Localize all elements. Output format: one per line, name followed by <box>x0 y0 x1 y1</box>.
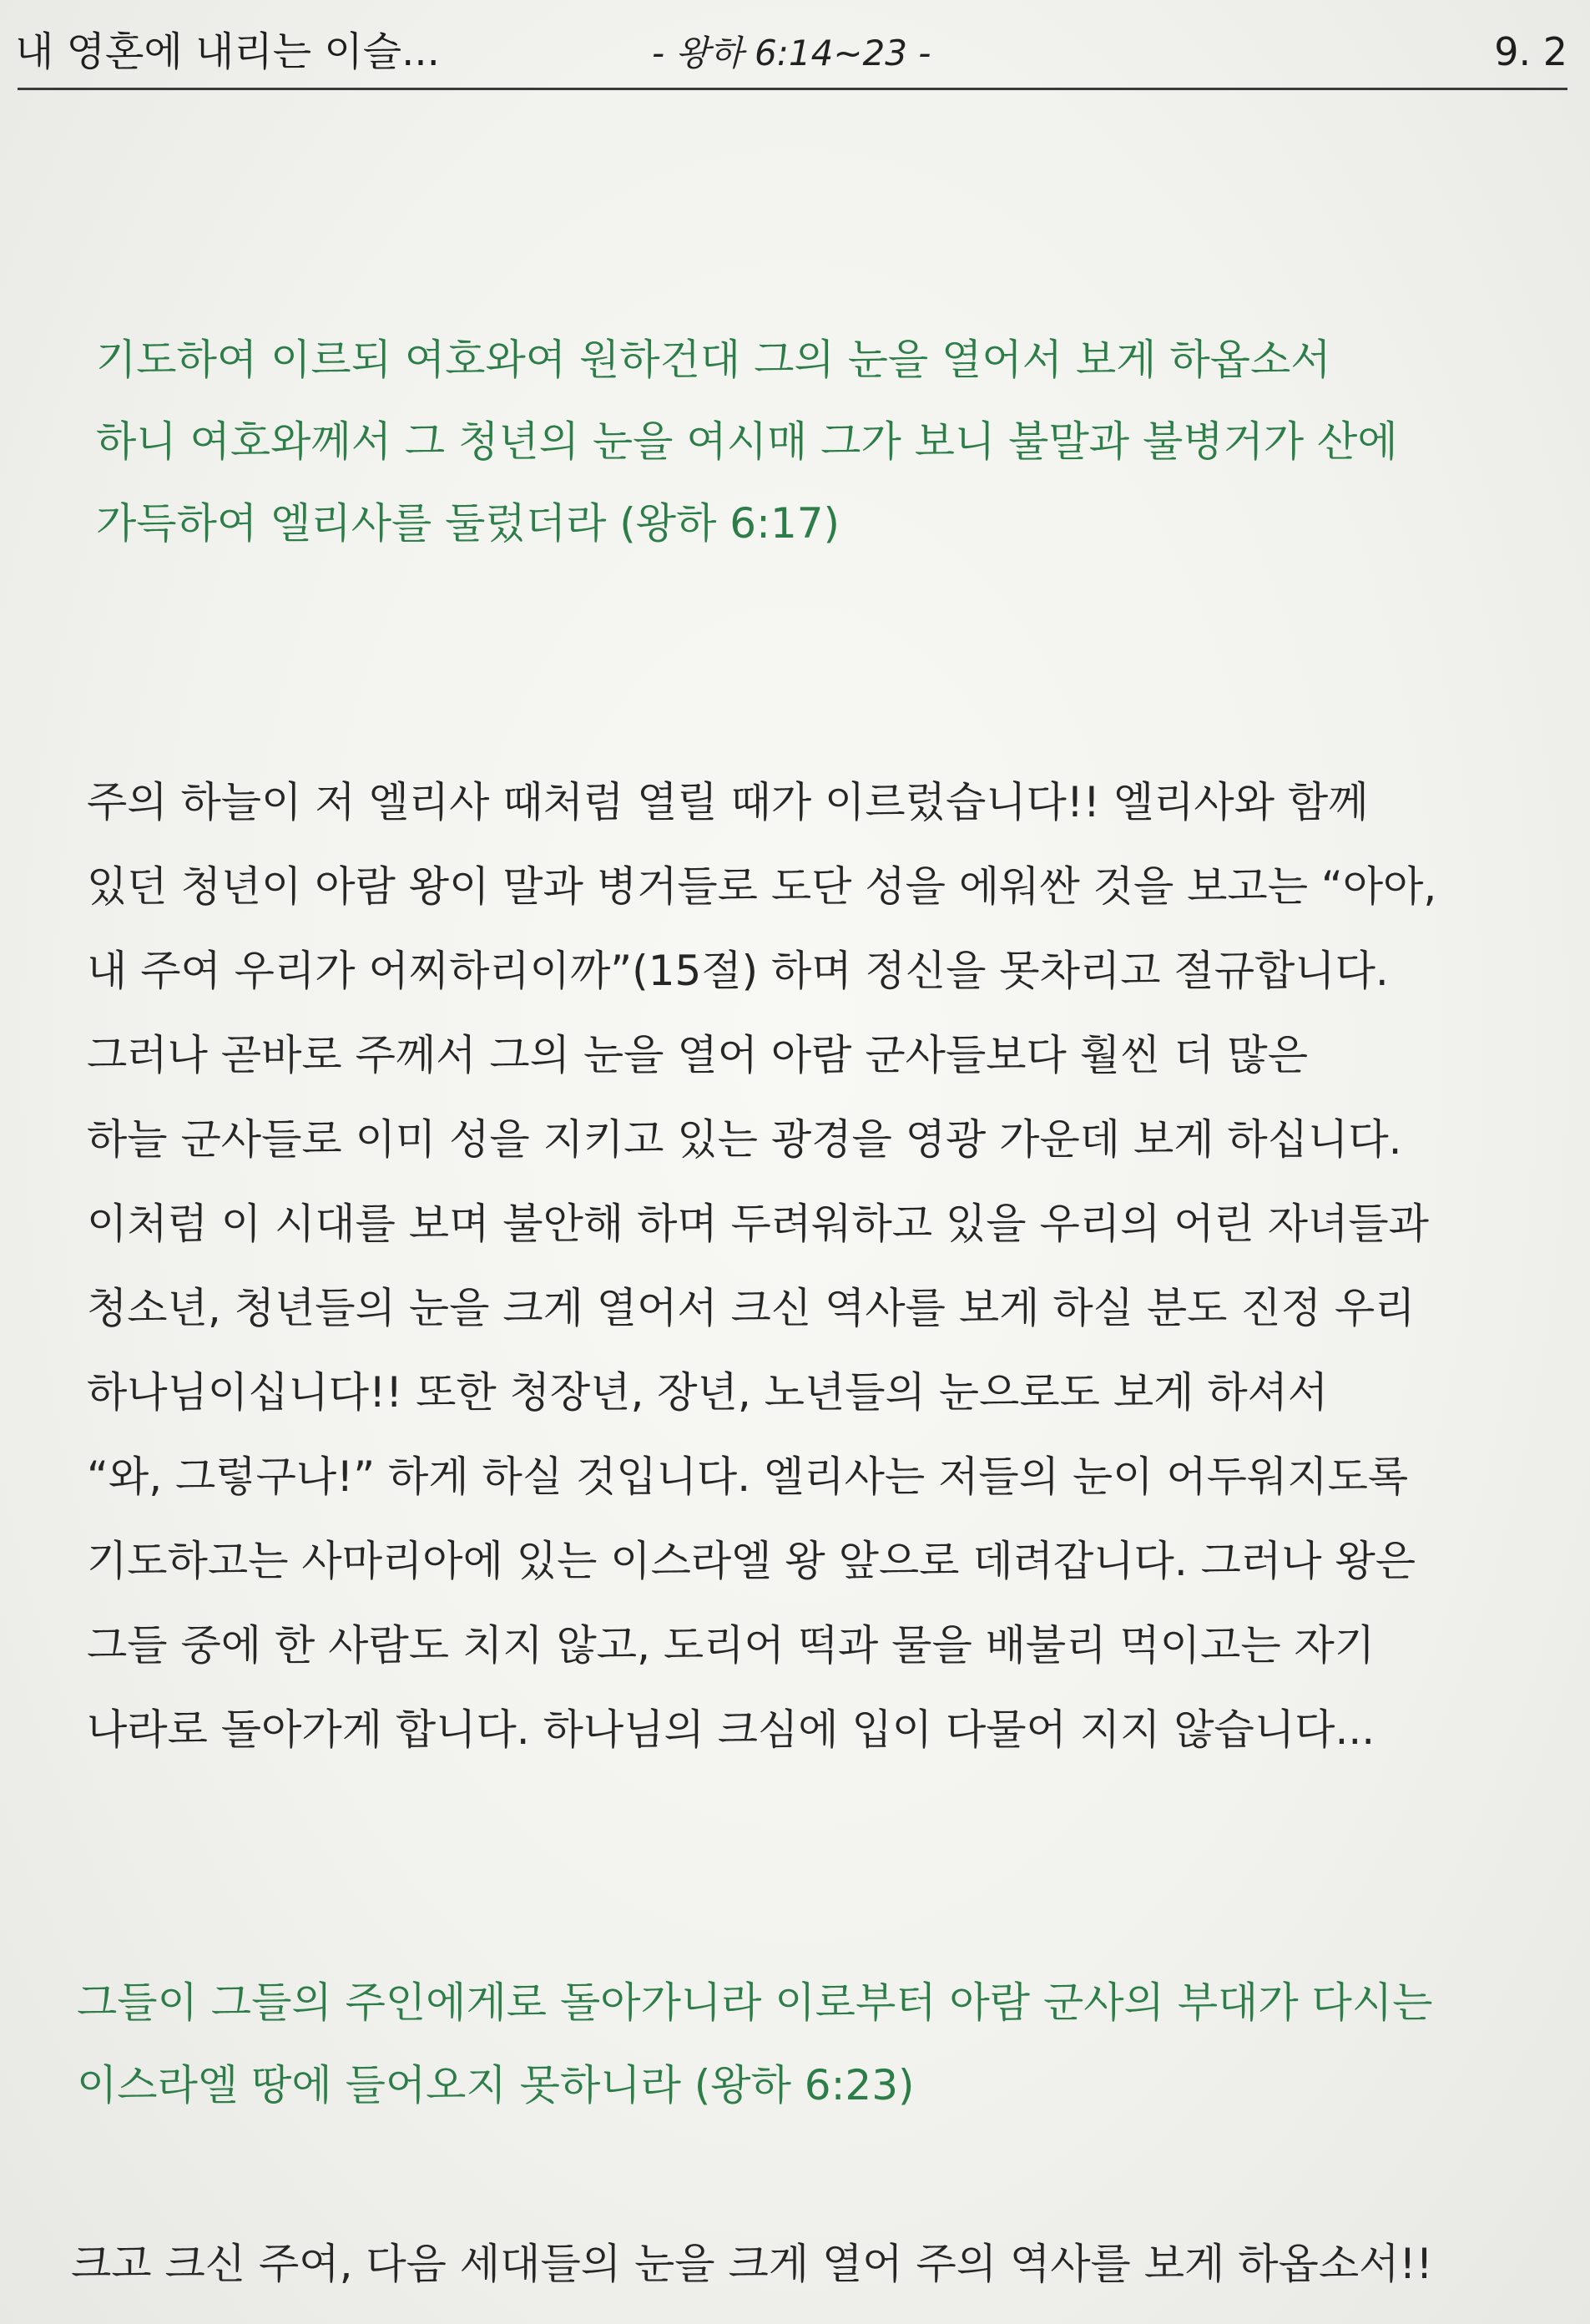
verse-bottom-line-1: 그들이 그들의 주인에게로 돌아가니라 이로부터 아람 군사의 부대가 다시는 <box>77 1978 1433 2027</box>
verse-block-bottom <box>77 1962 1432 2127</box>
meditation-line-11: 그들 중에 한 사람도 치지 않고, 도리어 떡과 물을 배불리 먹이고는 자기 <box>87 1621 1375 1670</box>
meditation-line-3: 내 주여 우리가 어찌하리이까”(15절) 하며 정신을 못차리고 절규합니다. <box>87 947 1389 995</box>
meditation-line-5: 하늘 군사들로 이미 성을 지키고 있는 광경을 영광 가운데 보게 하십니다. <box>87 1115 1402 1164</box>
meditation-line-1: 주의 하늘이 저 엘리사 때처럼 열릴 때가 이르렀습니다!! 엘리사와 함께 <box>87 778 1369 826</box>
scripture-reference: - 왕하 6:14~23 - <box>652 33 931 73</box>
meditation-line-10: 기도하고는 사마리아에 있는 이스라엘 왕 앞으로 데려갑니다. 그러나 왕은 <box>87 1537 1416 1585</box>
meditation-line-6: 이처럼 이 시대를 보며 불안해 하며 두려워하고 있을 우리의 어린 자녀들과 <box>87 1200 1429 1248</box>
verse-top-line-1: 기도하여 이르되 여호와여 원하건대 그의 눈을 열어서 보게 하옵소서 <box>96 336 1331 384</box>
verse-top-line-3: 가득하여 엘리사를 둘렀더라 (왕하 6:17) <box>96 499 840 548</box>
meditation-line-4: 그러나 곧바로 주께서 그의 눈을 열어 아람 군사들보다 훨씬 더 많은 <box>87 1031 1309 1079</box>
meditation-line-2: 있던 청년이 아람 왕이 말과 병거들로 도단 성을 에워싼 것을 보고는 “아아, <box>87 862 1437 911</box>
header-title: 내 영혼에 내리는 이슬... <box>15 28 440 75</box>
verse-bottom-line-2: 이스라엘 땅에 들어오지 못하니라 (왕하 6:23) <box>77 2061 915 2109</box>
verse-block-top <box>96 319 1398 564</box>
verse-top-line-2: 하니 여호와께서 그 청년의 눈을 여시매 그가 보니 불말과 불병거가 산에 <box>96 417 1398 466</box>
page-date: 9. 2 <box>1494 29 1567 74</box>
meditation-line-8: 하나님이십니다!! 또한 청장년, 장년, 노년들의 눈으로도 보게 하셔서 <box>87 1368 1329 1417</box>
meditation-line-12: 나라로 돌아가게 합니다. 하나님의 크심에 입이 다물어 지지 않습니다... <box>87 1705 1375 1754</box>
header-divider <box>18 88 1567 90</box>
meditation-line-9: “와, 그렇구나!” 하게 하실 것입니다. 엘리사는 저들의 눈이 어두워지도록 <box>87 1452 1409 1501</box>
meditation-block <box>87 760 1436 1772</box>
prayer-line: 크고 크신 주여, 다음 세대들의 눈을 크게 열어 주의 역사를 보게 하옵소서!! <box>71 2240 1433 2288</box>
meditation-line-7: 청소년, 청년들의 눈을 크게 열어서 크신 역사를 보게 하실 분도 진정 우리 <box>87 1284 1416 1332</box>
